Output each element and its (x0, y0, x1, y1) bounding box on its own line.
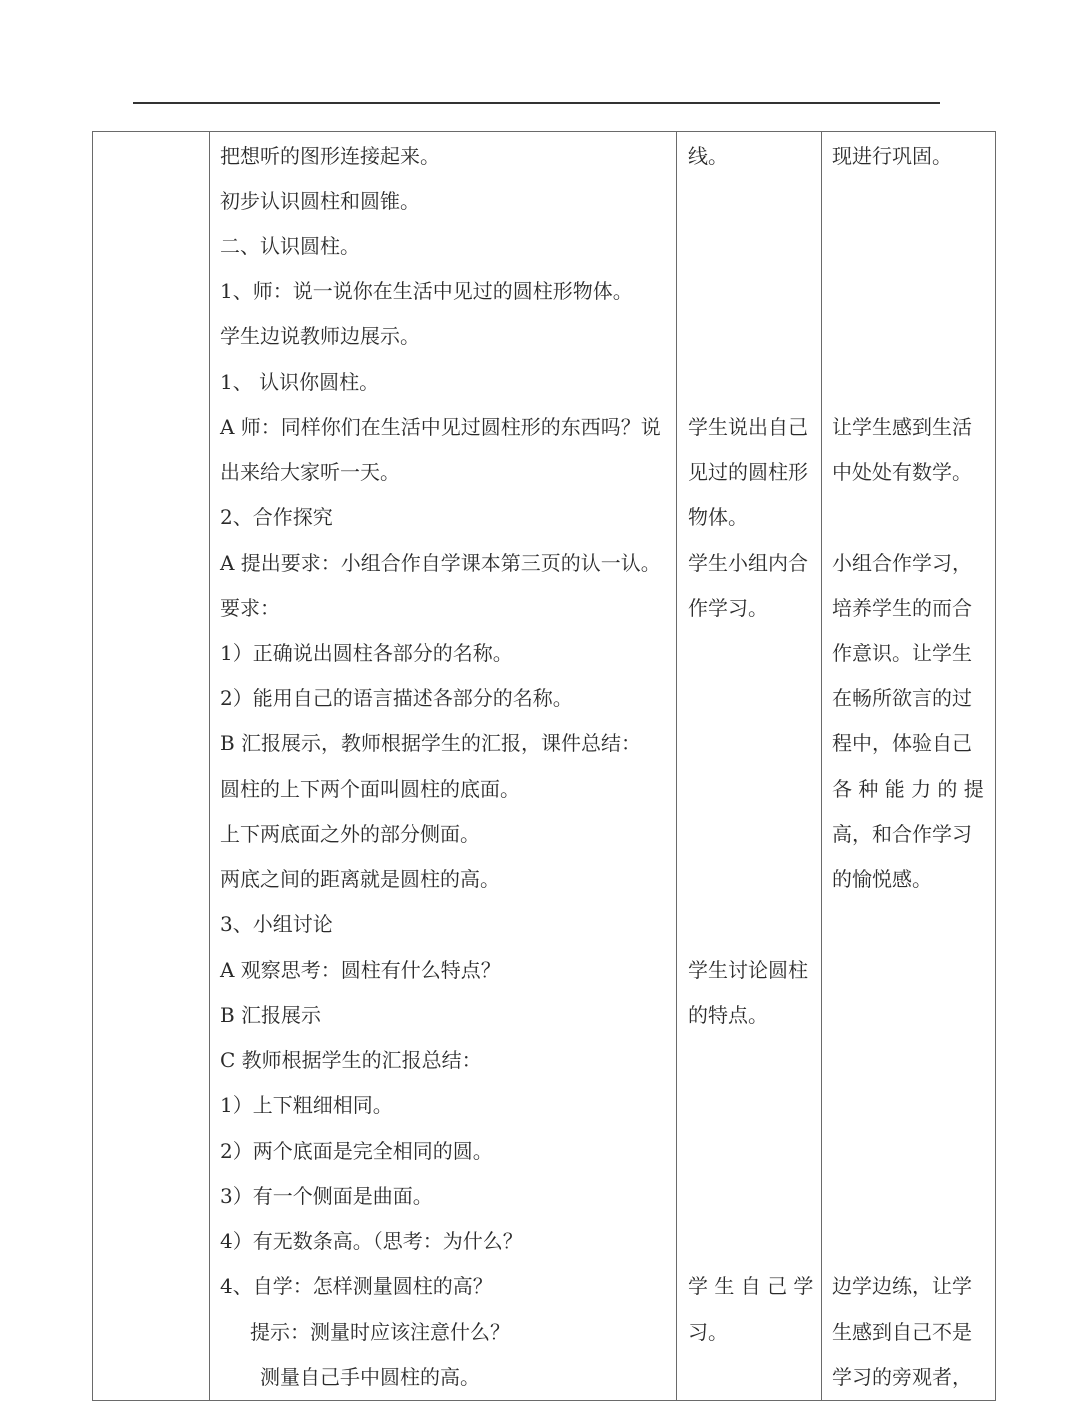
intent-line: 现进行巩固。 (832, 144, 952, 168)
activity-line: A 观察思考：圆柱有什么特点？ (220, 958, 501, 982)
activity-line: A 师：同样你们在生活中见过圆柱形的东西吗？说 (220, 415, 661, 439)
intent-line: 各 种 能 力 的 提 (832, 777, 984, 801)
student-line: 学 生 自 己 学 (688, 1274, 814, 1298)
intent-line: 的愉悦感。 (832, 867, 932, 891)
activity-line: 3、小组讨论 (220, 912, 333, 936)
intent-line: 生感到自己不是 (832, 1320, 972, 1344)
activity-line: 提示：测量时应该注意什么？ (250, 1320, 510, 1344)
activity-line: 两底之间的距离就是圆柱的高。 (220, 867, 500, 891)
student-line: 的特点。 (688, 1003, 768, 1027)
activity-line: 1）上下粗细相同。 (220, 1093, 393, 1117)
student-activity-cell (677, 132, 822, 1401)
activity-line: 初步认识圆柱和圆锥。 (220, 189, 420, 213)
intent-line: 小组合作学习， (832, 551, 972, 575)
activity-line: 二、认识圆柱。 (220, 234, 360, 258)
activity-line: 4、自学：怎样测量圆柱的高？ (220, 1274, 493, 1298)
student-line: 学生讨论圆柱 (688, 958, 808, 982)
intent-line: 边学边练，让学 (832, 1274, 972, 1298)
student-line: 习。 (688, 1320, 728, 1344)
activity-line: 4）有无数条高。（思考：为什么？ (220, 1229, 523, 1253)
intent-line: 在畅所欲言的过 (832, 686, 972, 710)
activity-line: A 提出要求：小组合作自学课本第三页的认一认。 (220, 551, 661, 575)
activity-line: 学生边说教师边展示。 (220, 324, 420, 348)
activity-line: C 教师根据学生的汇报总结： (220, 1048, 482, 1072)
intent-line: 学习的旁观者， (832, 1365, 972, 1389)
activity-line: B 汇报展示 (220, 1003, 322, 1027)
lesson-plan-table (92, 131, 996, 1401)
student-line: 学生小组内合 (688, 551, 808, 575)
activity-line: 2）能用自己的语言描述各部分的名称。 (220, 686, 573, 710)
activity-line: 1、 认识你圆柱。 (220, 370, 380, 394)
activity-line: 1）正确说出圆柱各部分的名称。 (220, 641, 513, 665)
activities-cell (210, 132, 677, 1401)
activity-line: 圆柱的上下两个面叫圆柱的底面。 (220, 777, 520, 801)
table-row (93, 132, 996, 1401)
activity-line: 把想听的图形连接起来。 (220, 144, 440, 168)
activity-line: B 汇报展示，教师根据学生的汇报，课件总结： (220, 731, 642, 755)
activity-line: 3）有一个侧面是曲面。 (220, 1184, 433, 1208)
activity-line: 要求： (220, 596, 280, 620)
intent-line: 高，和合作学习 (832, 822, 972, 846)
activity-line: 出来给大家听一天。 (220, 460, 400, 484)
intent-line: 培养学生的而合 (832, 596, 972, 620)
activity-line: 2）两个底面是完全相同的圆。 (220, 1139, 493, 1163)
stage-cell (93, 132, 210, 1401)
intent-line: 作意识。让学生 (832, 641, 972, 665)
student-line: 线。 (688, 144, 728, 168)
student-line: 作学习。 (688, 596, 768, 620)
intent-line: 中处处有数学。 (832, 460, 972, 484)
intent-line: 让学生感到生活 (832, 415, 972, 439)
activity-line: 2、合作探究 (220, 505, 333, 529)
intent-line: 程中，体验自己 (832, 731, 972, 755)
activity-line: 上下两底面之外的部分侧面。 (220, 822, 480, 846)
header-rule (133, 102, 940, 104)
activity-line: 测量自己手中圆柱的高。 (260, 1365, 480, 1389)
design-intent-cell (822, 132, 996, 1401)
student-line: 见过的圆柱形 (688, 460, 808, 484)
student-line: 学生说出自己 (688, 415, 808, 439)
student-line: 物体。 (688, 505, 748, 529)
activity-line: 1、师：说一说你在生活中见过的圆柱形物体。 (220, 279, 633, 303)
